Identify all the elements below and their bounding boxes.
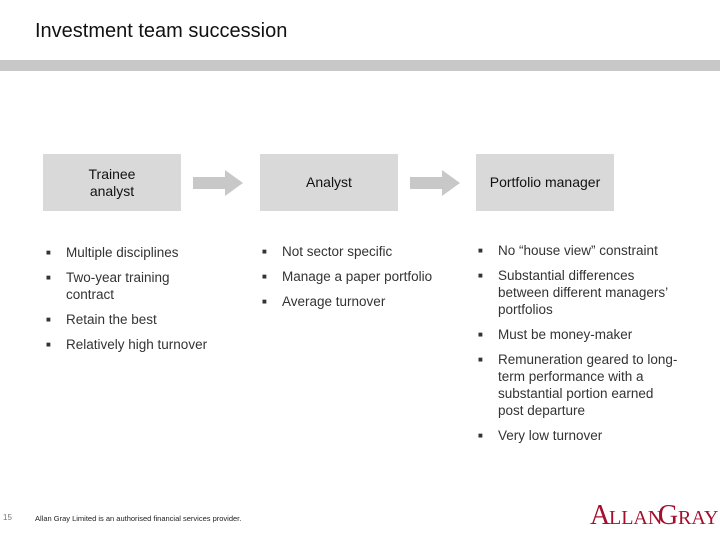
list-item (46, 311, 221, 328)
svg-text:A: A (590, 500, 611, 531)
list-item (46, 244, 221, 261)
square-bullet-icon: ■ (46, 248, 51, 257)
list-item (46, 269, 221, 303)
list-item (262, 293, 437, 310)
square-bullet-icon: ■ (262, 247, 267, 256)
list-item-text: Remuneration geared to long-term performance with a substantial portion earned post departure (498, 352, 678, 418)
list-item (478, 351, 678, 419)
list-item (478, 326, 678, 343)
list-item-text: Average turnover (282, 294, 386, 309)
svg-text:RAY: RAY (678, 507, 719, 529)
list-item-text: Very low turnover (498, 428, 603, 443)
slide-title: Investment team succession (35, 20, 288, 42)
trainee-analyst-list (46, 244, 221, 361)
list-item-text: Two-year training contract (66, 270, 170, 302)
list-item-text: Manage a paper portfolio (282, 269, 433, 284)
list-item-text: Must be money-maker (498, 327, 633, 342)
portfolio-manager-list (478, 242, 678, 452)
square-bullet-icon: ■ (46, 340, 51, 349)
square-bullet-icon: ■ (478, 355, 483, 364)
list-item (478, 242, 678, 259)
page-number: 15 (3, 513, 12, 522)
square-bullet-icon: ■ (478, 246, 483, 255)
square-bullet-icon: ■ (46, 315, 51, 324)
stage-box-analyst (260, 154, 398, 211)
svg-text:G: G (658, 500, 679, 531)
stage-heading: Analyst (306, 174, 352, 190)
square-bullet-icon: ■ (262, 297, 267, 306)
list-item-text: Multiple disciplines (66, 245, 179, 260)
list-item-text: Substantial differences between different managers’ portfolios (498, 268, 668, 317)
stage-box-portfolio-manager (476, 154, 614, 211)
list-item (478, 267, 678, 318)
right-arrow-icon (410, 170, 460, 196)
square-bullet-icon: ■ (46, 273, 51, 282)
list-item (262, 243, 437, 260)
right-arrow-icon (193, 170, 243, 196)
list-item-text: No “house view” constraint (498, 243, 658, 258)
analyst-list (262, 243, 437, 318)
stage-box-trainee-analyst (43, 154, 181, 211)
square-bullet-icon: ■ (478, 330, 483, 339)
footer-disclaimer: Allan Gray Limited is an authorised financial services provider. (35, 514, 242, 523)
stage-heading: Trainee analyst (88, 165, 136, 199)
square-bullet-icon: ■ (262, 272, 267, 281)
list-item-text: Not sector specific (282, 244, 393, 259)
square-bullet-icon: ■ (478, 271, 483, 280)
svg-text:LLAN: LLAN (609, 507, 663, 529)
list-item-text: Retain the best (66, 312, 157, 327)
square-bullet-icon: ■ (478, 431, 483, 440)
list-item (46, 336, 221, 353)
list-item (478, 427, 678, 444)
title-divider (0, 60, 720, 71)
list-item-text: Relatively high turnover (66, 337, 208, 352)
stage-heading: Portfolio manager (489, 174, 601, 190)
list-item (262, 268, 437, 285)
allan-gray-logo (588, 498, 719, 531)
